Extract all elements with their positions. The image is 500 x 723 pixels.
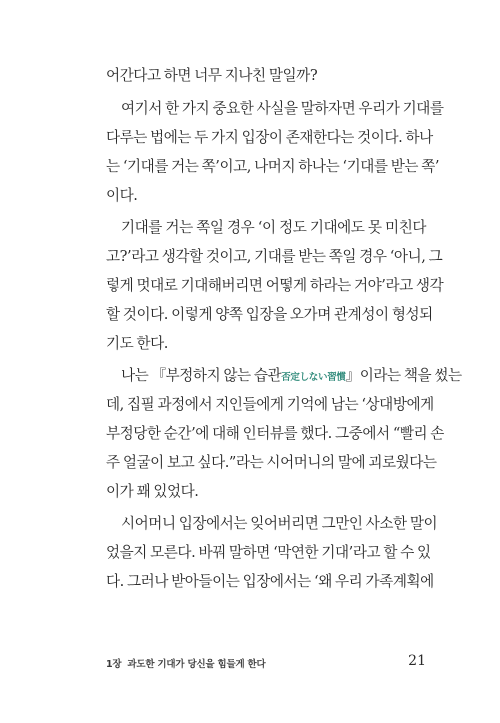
chapter-number: 1장 <box>106 659 122 670</box>
text-line: 렇게 멋대로 기대해버리면 어떻게 하라는 거야’라고 생각 <box>106 277 444 294</box>
text-line: 어간다고 하면 너무 지나친 말일까? <box>106 67 318 84</box>
text-line: 기대를 거는 쪽일 경우 ‘이 정도 기대에도 못 미친다 <box>121 219 426 236</box>
text-line: 시어머니 입장에서는 잊어버리면 그만인 사소한 말이 <box>121 515 438 532</box>
text-line: 할 것이다. 이렇게 양쪽 입장을 오가며 관계성이 형성되 <box>106 306 433 323</box>
text-line: 기도 한다. <box>106 335 168 352</box>
text-line: 여기서 한 가지 중요한 사실을 말하자면 우리가 기대를 <box>121 100 444 117</box>
text-line: 고?’라고 생각할 것이고, 기대를 받는 쪽일 경우 ‘아니, 그 <box>106 248 443 265</box>
text-line: 다루는 법에는 두 가지 입장이 존재한다는 것이다. 하나 <box>106 129 433 146</box>
page-footer <box>106 653 426 673</box>
chapter-title: 과도한 기대가 당신을 힘들게 한다 <box>127 659 266 670</box>
book-ref-suffix: 』이라는 책을 썼는 <box>345 367 462 384</box>
text-line-book-reference <box>121 366 462 388</box>
book-ref-prefix: 나는 『부정하지 않는 습관 <box>121 367 282 384</box>
text-line: 이가 꽤 있었다. <box>106 483 199 500</box>
text-line: 주 얼굴이 보고 싶다.”라는 시어머니의 말에 괴로웠다는 <box>106 454 437 471</box>
running-header <box>106 656 266 670</box>
text-line: 었을지 모른다. 바꿔 말하면 ‘막연한 기대’라고 할 수 있 <box>106 544 431 561</box>
page-number: 21 <box>408 653 426 669</box>
book-title-hanja: 否定しない習慣 <box>281 372 346 383</box>
text-line: 이다. <box>106 187 138 204</box>
text-line: 다. 그러나 받아들이는 입장에서는 ‘왜 우리 가족계획에 <box>106 573 434 590</box>
text-line: 데, 집필 과정에서 지인들에게 기억에 남는 ‘상대방에게 <box>106 396 434 413</box>
text-line: 는 ‘기대를 거는 쪽’이고, 나머지 하나는 ‘기대를 받는 쪽’ <box>106 158 440 175</box>
text-line: 부정당한 순간’에 대해 인터뷰를 했다. 그중에서 “빨리 손 <box>106 425 444 442</box>
